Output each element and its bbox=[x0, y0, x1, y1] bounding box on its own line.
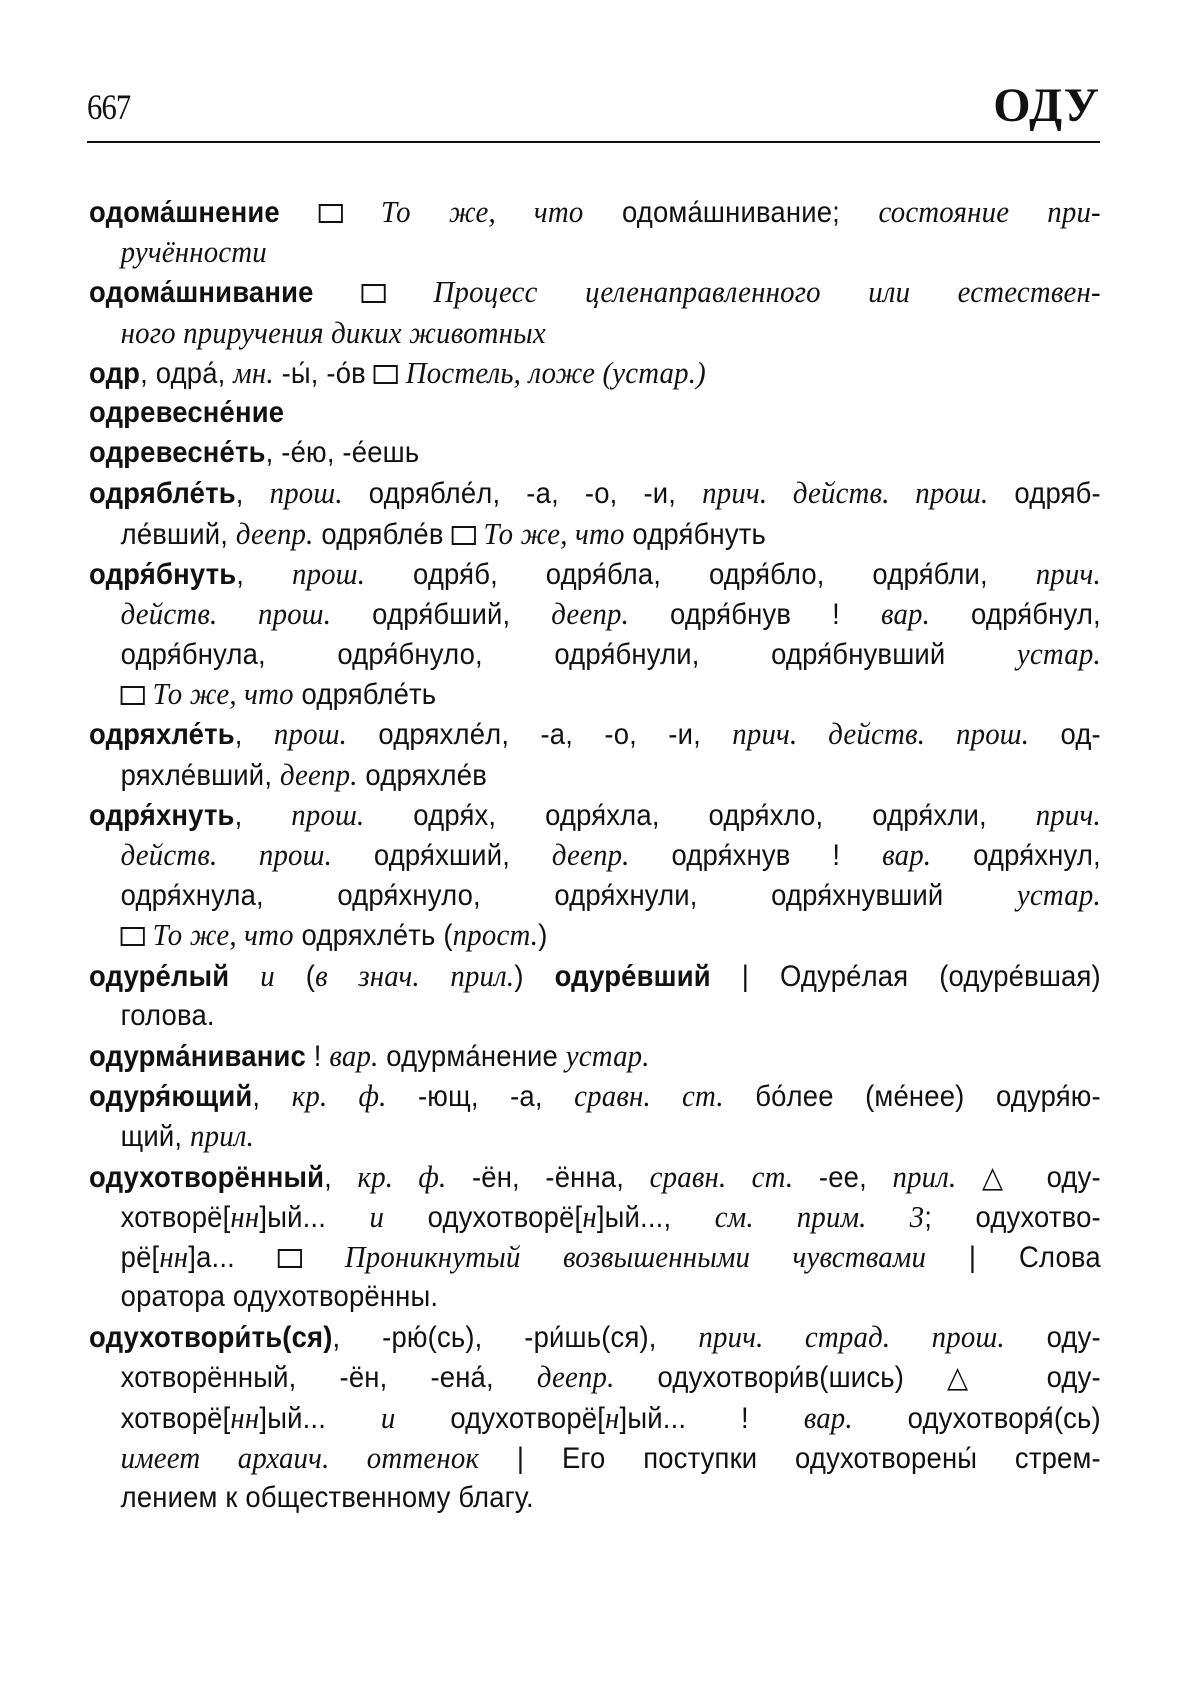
entry-text: ; одухотво- bbox=[924, 1200, 1101, 1234]
italic-label: То же, что bbox=[381, 194, 584, 229]
entry-first-line bbox=[89, 473, 1101, 513]
italic-label: прош. bbox=[291, 796, 365, 832]
italic-label: сравн. ст. bbox=[574, 1078, 724, 1114]
entry-continuation-line bbox=[89, 1478, 1030, 1518]
italic-label: кр. ф. bbox=[357, 1158, 447, 1194]
entry-continuation-line bbox=[89, 1237, 1101, 1277]
italic-label: прил. bbox=[190, 1118, 254, 1154]
entry-text bbox=[302, 1241, 345, 1274]
entry-continuation-line bbox=[89, 594, 1101, 634]
entry-first-line bbox=[89, 554, 1101, 594]
entry-continuation-line bbox=[89, 313, 1030, 353]
entry-text: △ оду- bbox=[956, 1160, 1101, 1194]
dictionary-entry bbox=[89, 1317, 1101, 1518]
italic-label: устар. bbox=[1016, 877, 1101, 913]
entry-text: лением к общественному благу. bbox=[120, 1481, 534, 1514]
dictionary-entry bbox=[89, 393, 1101, 433]
headword: одряхле́ть bbox=[89, 718, 235, 752]
headword: одома́шнивание bbox=[89, 276, 314, 310]
entry-continuation-line bbox=[89, 1116, 1030, 1156]
entry-text: ( bbox=[274, 959, 316, 993]
entry-text: -ён, -ённа, bbox=[446, 1160, 650, 1194]
definition-box-icon bbox=[278, 1249, 302, 1268]
italic-label: прич. действ. прош. bbox=[732, 716, 1030, 752]
italic-label: ручённости bbox=[120, 234, 267, 270]
headword: одуря́ющий bbox=[89, 1080, 253, 1114]
entry-text: одома́шнивание; bbox=[583, 196, 879, 229]
italic-label: прич. bbox=[1035, 555, 1101, 591]
entry-first-line bbox=[89, 795, 1101, 835]
italic-label: н bbox=[605, 1399, 620, 1435]
entry-continuation-line bbox=[89, 514, 1030, 554]
entry-text: ряхле́вший, bbox=[120, 758, 280, 792]
dictionary-entry bbox=[89, 1036, 1101, 1076]
entry-text: , bbox=[234, 798, 292, 832]
italic-label: имеет архаич. оттенок bbox=[120, 1439, 480, 1475]
italic-label: вар. bbox=[882, 837, 932, 872]
headword: одуре́вший bbox=[554, 959, 711, 993]
italic-label: сравн. ст. bbox=[649, 1158, 794, 1194]
definition-box-icon bbox=[451, 526, 475, 545]
entry-text: одря́хнув ! bbox=[629, 839, 883, 872]
entry-first-line bbox=[89, 1317, 1101, 1357]
italic-label: н bbox=[582, 1198, 597, 1234]
entry-first-line bbox=[89, 272, 1101, 312]
entry-continuation-line bbox=[89, 755, 1030, 795]
italic-label: прост. bbox=[452, 917, 539, 953]
dictionary-entry bbox=[89, 272, 1101, 352]
entry-text bbox=[386, 276, 434, 309]
definition-box-icon bbox=[121, 927, 145, 946]
entry-first-line bbox=[89, 192, 1101, 232]
italic-label: деепр. bbox=[279, 756, 358, 792]
entry-text bbox=[280, 196, 318, 229]
dictionary-entry bbox=[89, 353, 1101, 393]
entry-text: одря́хший, bbox=[332, 839, 552, 872]
entry-text: ) bbox=[538, 919, 548, 953]
italic-label: То же, что bbox=[152, 917, 294, 953]
italic-label: Процесс целенаправленного или естествен- bbox=[433, 274, 1101, 310]
entry-text: одухотворё[ bbox=[384, 1200, 583, 1234]
dictionary-entry bbox=[89, 192, 1101, 272]
headword: одревесне́ть bbox=[89, 436, 266, 470]
entry-continuation-line bbox=[89, 915, 1030, 955]
entry-first-line bbox=[89, 956, 1101, 996]
entry-continuation-line bbox=[89, 1357, 1101, 1397]
dictionary-entry bbox=[89, 795, 1101, 956]
entry-text: хотворё[ bbox=[120, 1401, 231, 1435]
italic-label: ного приручения диких животных bbox=[120, 314, 546, 350]
entry-text: одря́хнула, одря́хнуло, одря́хнули, одря́хнувший bbox=[120, 879, 1017, 913]
definition-box-icon bbox=[361, 284, 385, 303]
italic-label: прош. bbox=[269, 475, 343, 511]
headword: одурма́ниванис bbox=[89, 1039, 306, 1073]
headword: одревесне́ние bbox=[89, 395, 285, 429]
italic-label: и bbox=[369, 1198, 385, 1234]
entry-text: одрябле́ть bbox=[293, 678, 437, 712]
entry-text: щий, bbox=[120, 1120, 191, 1154]
entry-text: одря́б, одря́бла, одря́бло, одря́бли, bbox=[365, 557, 1036, 591]
entry-text: одряхле́в bbox=[357, 758, 487, 792]
entry-text: одря́хнул, bbox=[931, 839, 1101, 872]
italic-label: вар. bbox=[329, 1037, 379, 1073]
entry-text: -ы́, -о́в bbox=[273, 356, 374, 390]
entry-text: ]ый... ! bbox=[619, 1401, 804, 1435]
headword: одухотвори́ть(ся) bbox=[89, 1321, 333, 1355]
entry-text: од- bbox=[1029, 718, 1101, 752]
dictionary-entry bbox=[89, 956, 1101, 1036]
entry-text: ) bbox=[514, 959, 555, 993]
italic-label: состояние при- bbox=[878, 194, 1101, 229]
entry-text: -ее, bbox=[793, 1160, 893, 1194]
italic-label: нн bbox=[230, 1399, 260, 1435]
italic-label: То же, что bbox=[152, 676, 294, 712]
running-head: ОДУ bbox=[993, 79, 1100, 132]
entry-first-line bbox=[89, 353, 1030, 393]
entry-first-line bbox=[89, 1076, 1101, 1116]
entry-text: ]а... bbox=[188, 1240, 278, 1274]
italic-label: Постель, ложе (устар.) bbox=[405, 354, 706, 390]
italic-label: прич. страд. прош. bbox=[698, 1319, 1005, 1355]
entry-text: одря́бший, bbox=[331, 597, 552, 631]
entry-text: одряхле́л, -а, -о, -и, bbox=[347, 718, 733, 752]
entry-continuation-line bbox=[89, 634, 1101, 674]
definition-box-icon bbox=[374, 365, 398, 384]
headword: одр bbox=[89, 356, 141, 390]
entry-continuation-line bbox=[89, 835, 1101, 875]
entry-text: оду- bbox=[1004, 1321, 1101, 1355]
italic-label: действ. прош. bbox=[120, 595, 332, 631]
entry-text: одря́бнул, bbox=[930, 597, 1101, 631]
header-rule bbox=[87, 141, 1100, 143]
entry-text bbox=[343, 196, 381, 229]
entry-text: , bbox=[324, 1160, 358, 1194]
entry-text bbox=[314, 276, 362, 309]
italic-label: прош. bbox=[273, 716, 348, 752]
italic-label: мн. bbox=[233, 354, 274, 390]
entry-text: одрябле́л, -а, -о, -и, bbox=[342, 477, 703, 511]
entry-text: , -рю́(сь), -ри́шь(ся), bbox=[332, 1321, 699, 1355]
entry-text: одрябле́в bbox=[313, 517, 452, 551]
entry-text: | Его поступки одухотворены́ стрем- bbox=[479, 1441, 1101, 1475]
headword: одухотворённый bbox=[89, 1160, 325, 1194]
entry-text: одряхле́ть ( bbox=[293, 919, 453, 953]
italic-label: Проникнутый возвышенными чувствами bbox=[344, 1238, 927, 1274]
italic-label: То же, что bbox=[483, 515, 625, 551]
entry-text: , -е́ю, -е́ешь bbox=[265, 436, 420, 470]
entry-text: одря́бнула, одря́бнуло, одря́бнули, одря́бнувший bbox=[120, 638, 1017, 672]
entry-first-line bbox=[89, 1157, 1101, 1197]
entry-text: ле́вший, bbox=[120, 517, 236, 551]
entry-text: голова. bbox=[120, 998, 215, 1032]
italic-label: устар. bbox=[565, 1037, 650, 1073]
dictionary-entry bbox=[89, 1157, 1101, 1318]
entry-text: одря́бнув ! bbox=[628, 597, 881, 631]
dictionary-entry bbox=[89, 1076, 1101, 1156]
entry-text: одухотворя́(сь) bbox=[852, 1401, 1101, 1435]
headword: одома́шнение bbox=[89, 196, 280, 229]
dictionary-entry bbox=[89, 554, 1101, 715]
italic-label: деепр. bbox=[536, 1359, 615, 1395]
entry-text: одря́бнуть bbox=[624, 517, 766, 551]
entry-continuation-line bbox=[89, 674, 1030, 714]
entry-continuation-line bbox=[89, 1398, 1101, 1438]
entry-text: , bbox=[236, 557, 292, 591]
italic-label: нн bbox=[159, 1238, 189, 1274]
dictionary-entry bbox=[89, 473, 1101, 553]
entry-text: одря́х, одря́хла, одря́хло, одря́хли, bbox=[364, 798, 1036, 832]
entry-text: , bbox=[252, 1080, 292, 1114]
entry-text: одряб- bbox=[988, 477, 1101, 511]
italic-label: кр. ф. bbox=[291, 1078, 387, 1114]
entry-text: , одра́, bbox=[140, 356, 234, 390]
entry-continuation-line bbox=[89, 1277, 1030, 1317]
italic-label: см. прим. 3 bbox=[714, 1198, 925, 1234]
italic-label: деепр. bbox=[551, 595, 629, 631]
entry-first-line bbox=[89, 1036, 1030, 1076]
entry-continuation-line bbox=[89, 875, 1101, 915]
entry-text: одурма́нение bbox=[378, 1039, 566, 1073]
italic-label: прош. bbox=[291, 555, 366, 591]
headword: одрябле́ть bbox=[89, 477, 236, 511]
italic-label: и bbox=[260, 957, 275, 993]
entry-text: , bbox=[235, 477, 270, 511]
italic-label: действ. прош. bbox=[120, 837, 333, 872]
definition-box-icon bbox=[121, 686, 145, 705]
entry-text: оратора одухотворённы. bbox=[120, 1280, 439, 1314]
entry-text bbox=[398, 357, 406, 390]
entry-text bbox=[476, 518, 484, 551]
entry-text: одухотвори́в(шись) △ оду- bbox=[614, 1361, 1101, 1395]
page-header bbox=[87, 78, 1100, 136]
entry-text: ]ый... bbox=[259, 1401, 381, 1435]
entry-continuation-line bbox=[89, 996, 1030, 1036]
headword: одря́хнуть bbox=[89, 798, 235, 832]
entry-text bbox=[229, 960, 260, 993]
italic-label: прич. действ. прош. bbox=[702, 475, 989, 511]
italic-label: прич. bbox=[1035, 796, 1101, 832]
entry-text: хотворённый, -ён, -ена́, bbox=[120, 1361, 537, 1395]
italic-label: нн bbox=[230, 1198, 260, 1234]
entry-text: , bbox=[234, 718, 274, 752]
definition-box-icon bbox=[318, 204, 342, 223]
entry-first-line bbox=[89, 393, 1030, 433]
entry-text: бо́лее (ме́нее) одуря́ю- bbox=[723, 1080, 1101, 1114]
headword: одря́бнуть bbox=[89, 557, 237, 591]
entry-first-line bbox=[89, 433, 1030, 473]
italic-label: устар. bbox=[1016, 636, 1101, 672]
italic-label: в знач. прил. bbox=[315, 957, 515, 993]
headword: одуре́лый bbox=[89, 959, 230, 993]
dictionary-entry bbox=[89, 433, 1101, 473]
entry-continuation-line bbox=[89, 1438, 1101, 1478]
dictionary-entries bbox=[89, 192, 1101, 1518]
entry-text: | Одуре́лая (одуре́вшая) bbox=[710, 959, 1101, 993]
dictionary-entry bbox=[89, 714, 1101, 794]
italic-label: вар. bbox=[880, 595, 931, 631]
entry-text: хотворё[ bbox=[120, 1200, 231, 1234]
italic-label: вар. bbox=[803, 1399, 853, 1435]
page-number: 667 bbox=[87, 87, 131, 127]
italic-label: деепр. bbox=[551, 837, 630, 872]
entry-text: рё[ bbox=[120, 1240, 160, 1274]
italic-label: прил. bbox=[892, 1158, 957, 1194]
entry-continuation-line bbox=[89, 1197, 1101, 1237]
entry-text: одухотворё[ bbox=[395, 1401, 606, 1435]
italic-label: и bbox=[380, 1399, 396, 1435]
entry-text: ]ый... bbox=[259, 1200, 370, 1234]
entry-first-line bbox=[89, 714, 1101, 754]
entry-text: ]ый..., bbox=[596, 1200, 715, 1234]
entry-text: | Слова bbox=[926, 1240, 1101, 1274]
entry-text: ! bbox=[305, 1039, 330, 1073]
italic-label: деепр. bbox=[235, 515, 314, 551]
entry-continuation-line bbox=[89, 232, 1030, 272]
entry-text: -ющ, -а, bbox=[386, 1080, 575, 1114]
